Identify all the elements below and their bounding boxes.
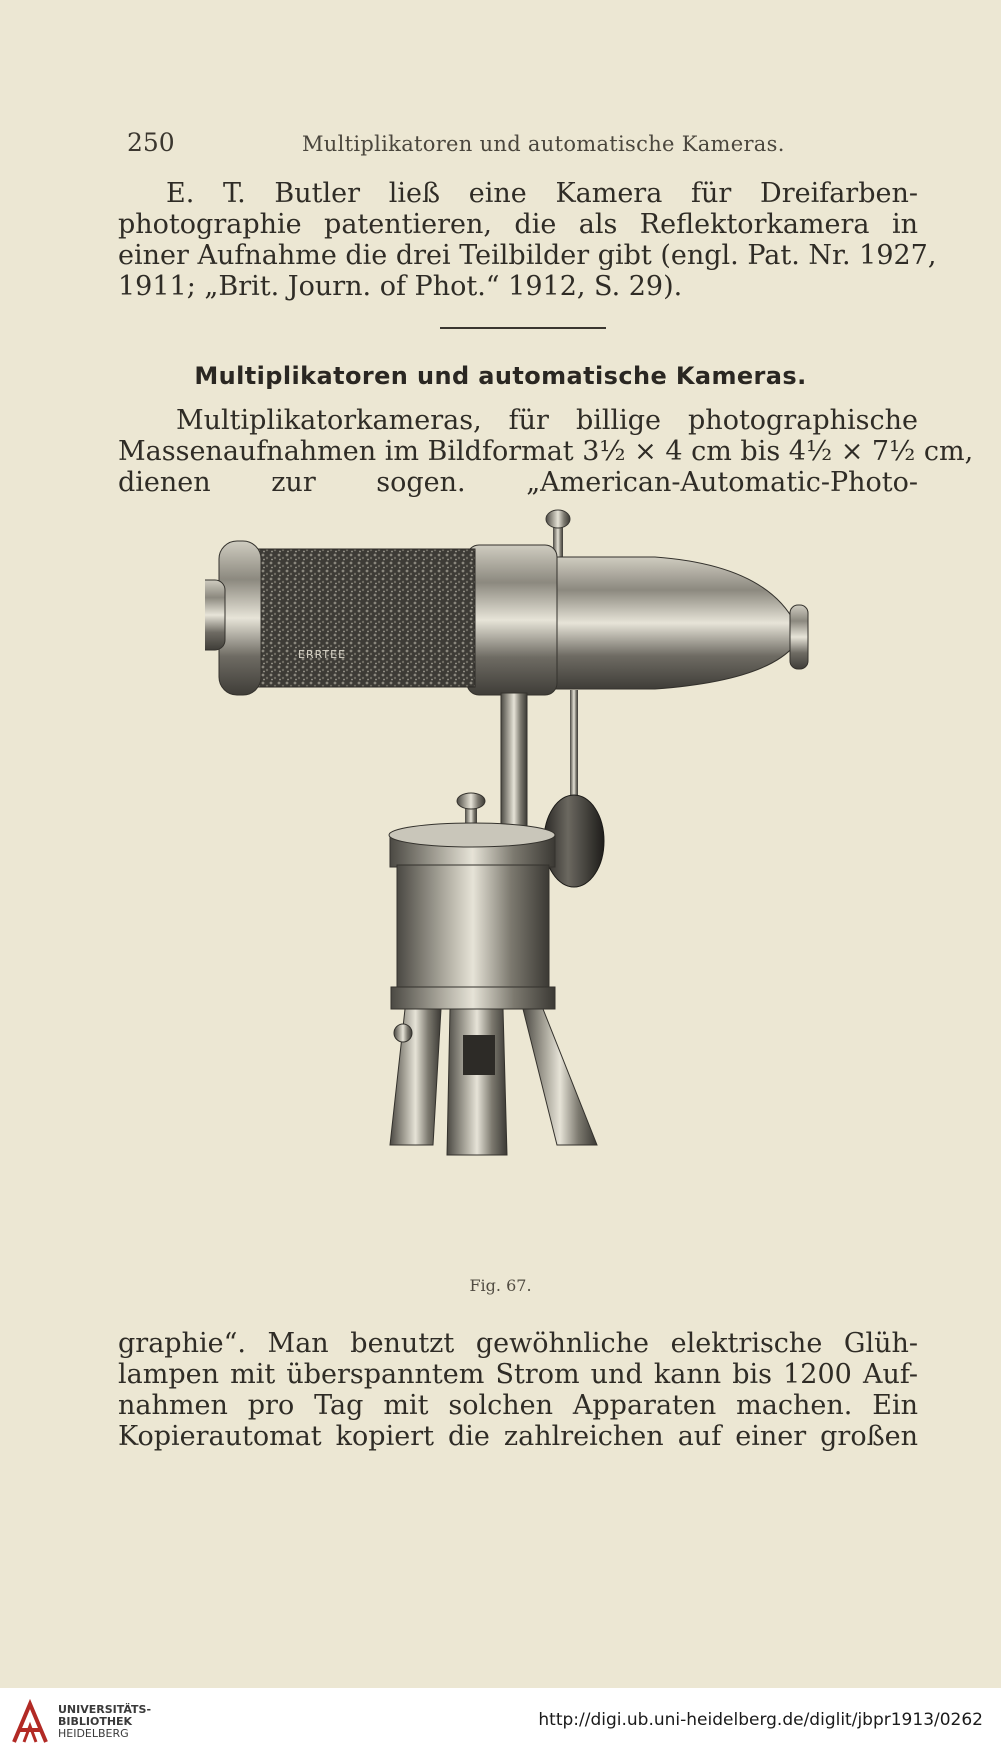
source-url-link[interactable]: http://digi.ub.uni-heidelberg.de/diglit/jbpr1913/0262 bbox=[538, 1710, 983, 1730]
text-line: 1911; „Brit. Journ. of Phot.“ 1912, S. 29). bbox=[118, 271, 683, 302]
library-line: BIBLIOTHEK bbox=[58, 1715, 133, 1728]
library-line: UNIVERSITÄTS- bbox=[58, 1703, 152, 1716]
text-line: Kopierautomat kopiert die zahlreichen auf einer großen bbox=[118, 1421, 918, 1452]
front-lens-ring bbox=[790, 605, 808, 669]
text-line: Massenaufnahmen im Bildformat 3½ × 4 cm bis 4½ × 7½ cm, bbox=[118, 436, 974, 467]
leather-barrel bbox=[245, 549, 475, 687]
paragraph-butler bbox=[118, 178, 937, 302]
tripod-leg-center bbox=[447, 1009, 507, 1155]
text-line: dienen zur sogen. „American-Automatic-Photo- bbox=[118, 467, 918, 498]
running-title: Multiplikatoren und automatische Kameras. bbox=[302, 132, 785, 156]
page-number: 250 bbox=[127, 128, 175, 157]
base-screw-knob-icon bbox=[457, 793, 485, 809]
text-line: E. T. Butler ließ eine Kamera für Dreifarben- bbox=[166, 178, 918, 209]
paragraph-multiplikator bbox=[118, 405, 974, 498]
camera-collar bbox=[467, 545, 557, 695]
top-knob-icon bbox=[546, 510, 570, 528]
tripod-leg-right bbox=[523, 1009, 597, 1145]
tripod-plate bbox=[463, 1035, 495, 1075]
section-divider bbox=[440, 327, 606, 329]
camera-illustration bbox=[205, 505, 825, 1265]
text-line: Multiplikatorkameras, für billige photographische bbox=[176, 405, 918, 436]
digitization-footer bbox=[0, 1688, 1001, 1757]
engraved-label: ERRTEE bbox=[298, 648, 347, 661]
bulb-cable bbox=[570, 690, 578, 798]
text-line: graphie“. Man benutzt gewöhnliche elektrische Glüh- bbox=[118, 1328, 918, 1359]
tripod-wingnut-icon bbox=[394, 1024, 412, 1042]
library-line: HEIDELBERG bbox=[58, 1727, 129, 1740]
lamp-housing-cone bbox=[545, 557, 795, 689]
section-heading: Multiplikatoren und automatische Kameras. bbox=[194, 362, 807, 390]
base-ring bbox=[391, 987, 555, 1009]
base-cylinder bbox=[397, 865, 549, 1000]
base-lid-top bbox=[389, 823, 555, 847]
eyepiece bbox=[205, 580, 225, 650]
text-line: photographie patentieren, die als Reflektorkamera in bbox=[118, 209, 918, 240]
text-line: nahmen pro Tag mit solchen Apparaten machen. Ein bbox=[118, 1390, 918, 1421]
library-logo-icon bbox=[10, 1698, 50, 1748]
library-name bbox=[58, 1704, 151, 1740]
figure-caption: Fig. 67. bbox=[469, 1276, 532, 1295]
text-line: einer Aufnahme die drei Teilbilder gibt (engl. Pat. Nr. 1927, bbox=[118, 240, 937, 271]
text-line: lampen mit überspanntem Strom und kann bis 1200 Auf- bbox=[118, 1359, 918, 1390]
paragraph-gluehlampen bbox=[118, 1328, 918, 1452]
